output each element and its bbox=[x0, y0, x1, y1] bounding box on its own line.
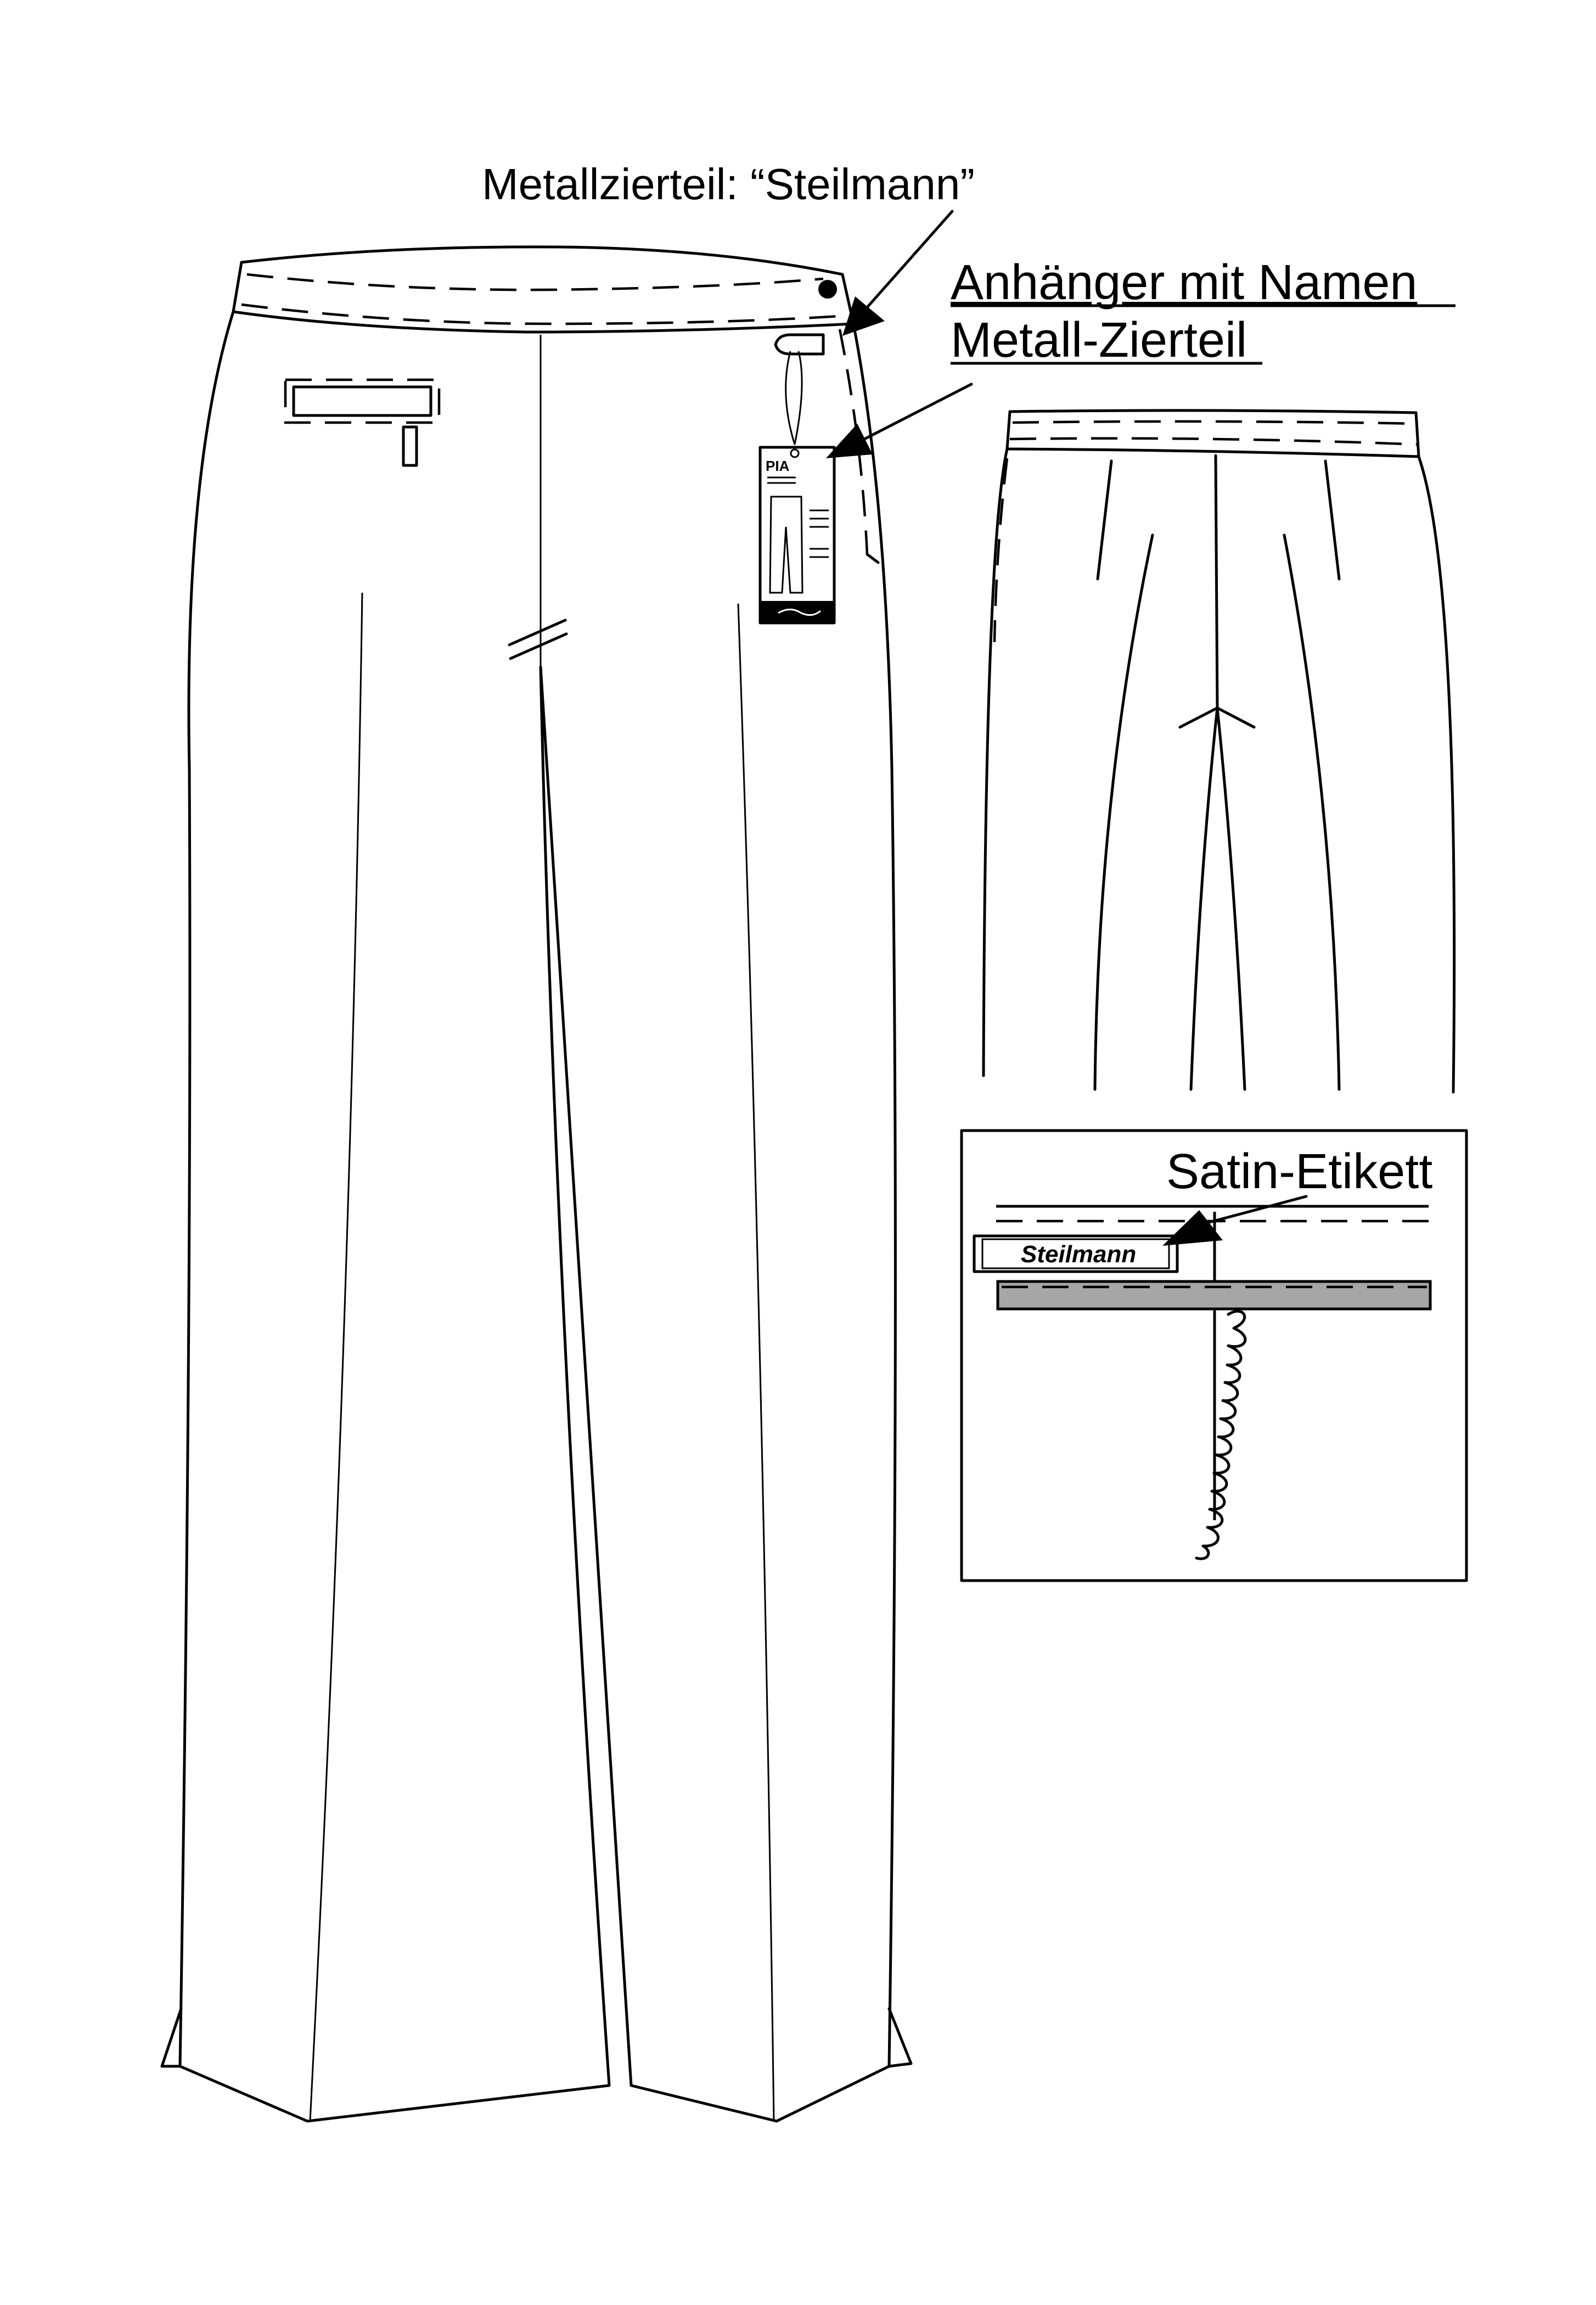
right-leg-crease bbox=[738, 604, 774, 2121]
crotch-break-mark bbox=[509, 620, 566, 659]
satin-label-text: Steilmann bbox=[1021, 1241, 1137, 1268]
callout-metal-logo: Metallzierteil: “Steilmann” bbox=[482, 160, 975, 209]
back-right-side bbox=[1419, 457, 1454, 1092]
callout-hangtag-line bbox=[864, 384, 971, 439]
hangtag-brand-bar bbox=[760, 601, 834, 623]
callout-hangtag-line1: Anhänger mit Namen bbox=[951, 255, 1418, 310]
pocket-zipper-pull bbox=[403, 427, 417, 465]
back-right-leg-inner bbox=[1284, 535, 1339, 1089]
metal-ornament-icon bbox=[775, 335, 823, 354]
waistband-button-icon bbox=[818, 280, 837, 299]
hangtag bbox=[760, 447, 834, 623]
back-view bbox=[984, 411, 1454, 1092]
back-center-seam bbox=[1216, 456, 1217, 708]
callout-satin-label: Satin-Etikett bbox=[1166, 1144, 1433, 1199]
hangtag-string bbox=[786, 351, 802, 445]
welt-pocket bbox=[294, 387, 431, 415]
callout-hangtag-arrowhead bbox=[826, 424, 873, 458]
callout-hangtag-line2: Metall-Zierteil bbox=[951, 313, 1247, 368]
back-left-inseam bbox=[1191, 708, 1217, 1089]
back-waistband-stitch-bottom bbox=[1010, 438, 1419, 445]
right-hem-slit bbox=[889, 2009, 911, 2066]
hangtag-trouser-sketch-icon bbox=[770, 497, 802, 593]
hangtag-text-lines bbox=[767, 477, 829, 557]
back-waistband bbox=[1007, 411, 1419, 457]
left-leg-crease bbox=[310, 593, 362, 2121]
front-side-pocket-end bbox=[867, 554, 878, 563]
front-outline bbox=[180, 312, 895, 2121]
front-view bbox=[162, 247, 911, 2121]
front-waistband-stitch-bottom bbox=[241, 305, 848, 324]
back-left-leg-inner bbox=[1095, 535, 1153, 1089]
satin-label-detail bbox=[962, 1131, 1466, 1581]
callouts bbox=[482, 160, 1455, 458]
callout-satin-line bbox=[1207, 1196, 1306, 1223]
back-waistband-stitch-top bbox=[1013, 421, 1416, 424]
back-left-dart bbox=[1098, 461, 1111, 579]
back-right-dart bbox=[1325, 461, 1339, 579]
back-right-inseam bbox=[1217, 708, 1245, 1089]
hangtag-model-name: PIA bbox=[766, 458, 790, 474]
back-left-side bbox=[984, 449, 1007, 1076]
hangtag-hole-icon bbox=[791, 449, 799, 457]
left-hem-slit bbox=[162, 2009, 181, 2066]
front-waistband-stitch-top bbox=[247, 274, 823, 290]
detail-gray-band bbox=[998, 1281, 1430, 1309]
callout-metal-logo-line bbox=[867, 211, 952, 307]
detail-zipper-coil-icon bbox=[1196, 1311, 1245, 1559]
